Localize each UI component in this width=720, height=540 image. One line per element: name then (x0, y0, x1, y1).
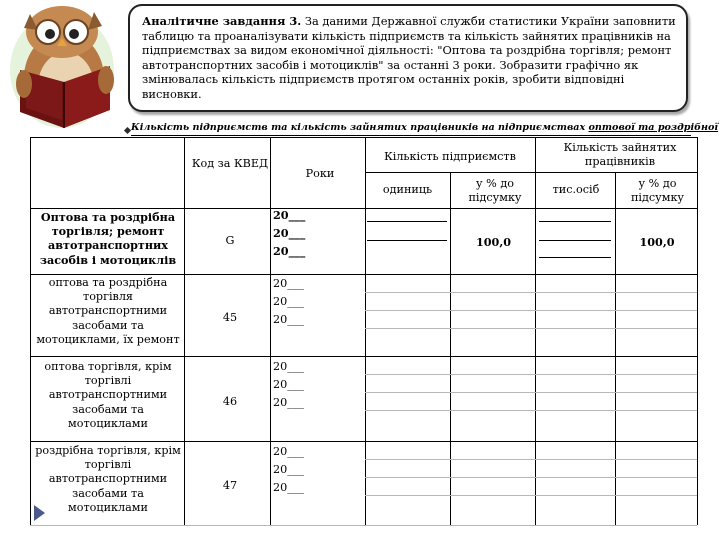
row-name-46: оптова торгівля, крім торгівлі автотранспортними засобами та мотоциклами (44, 360, 172, 430)
table-col-divider (615, 172, 616, 525)
caption-main: Кількість підприємств та кількість зайнятих працівників на підприємствах (131, 122, 586, 133)
pct-enterprises-G: 100,0 (475, 235, 512, 249)
row-name-47: роздрібна торгівля, крім торгівлі автотранспортними засобами та мотоциклами (35, 444, 181, 514)
table-subheader-line (365, 172, 535, 173)
cell-row-line (365, 459, 697, 460)
task-text: За даними Державної служби статистики України заповнити таблицю та проаналізувати кількість підприємств та кількість зайнятих працівників на підприємствах за видом економічної діяльності: "Оптова та роздрібна торгівля; ремонт автотранспортних засобів і мотоциклів" за останні 3 роки. Зобразити графічно як змінювалась кількість підприємств протягом останніх років, зробити відповідні висновки. (142, 14, 676, 101)
row-code-G: G (225, 234, 235, 247)
year-cell: 20___ (273, 378, 305, 391)
table-row-divider (30, 274, 697, 275)
header-pct-employees: у % до підсумку (630, 177, 685, 205)
table-border-top (30, 137, 697, 138)
caption-underline (131, 135, 691, 136)
cell-row-line (365, 310, 697, 311)
table-row-divider (30, 356, 697, 357)
cell-row-line (365, 392, 697, 393)
year-cell: 20___ (273, 360, 305, 373)
year-cell: 20___ (273, 313, 305, 326)
row-code-47: 47 (222, 479, 238, 492)
header-employees: Кількість зайнятих працівників (563, 141, 677, 169)
table-header-bottom (30, 208, 697, 209)
year-cell: 20___ (273, 226, 306, 240)
table-border-right (697, 137, 698, 525)
header-pct-enterprises: у % до підсумку (468, 177, 522, 205)
table-border-left (30, 137, 31, 525)
year-cell: 20___ (273, 396, 305, 409)
year-cell: 20___ (273, 244, 306, 258)
row-code-46: 46 (222, 395, 238, 408)
row-name-G: Оптова та роздрібна торгівля; ремонт автотранспортних засобів і мотоциклів (39, 210, 177, 267)
cell-row-line (365, 410, 697, 411)
table-col-divider (535, 137, 536, 525)
cell-row-line (365, 292, 697, 293)
pct-employees-G: 100,0 (639, 235, 675, 249)
cell-blank-line (539, 221, 611, 222)
header-units: одиниць (382, 183, 433, 196)
table-subheader-line (535, 172, 697, 173)
cell-blank-line (539, 240, 611, 241)
year-cell: 20___ (273, 295, 305, 308)
year-cell: 20___ (273, 208, 306, 222)
table-col-divider (184, 137, 185, 525)
year-cell: 20___ (273, 481, 305, 494)
task-description-box (128, 4, 688, 112)
owl-reading-book-illustration (2, 0, 120, 130)
header-thousand: тис.осіб (552, 183, 600, 196)
bullet-icon (124, 127, 131, 134)
caption-tail: оптової та роздрібної (588, 122, 719, 133)
cell-row-line (365, 477, 697, 478)
year-cell: 20___ (273, 277, 305, 290)
task-title: Аналітичне завдання 3. (142, 14, 302, 28)
year-cell: 20___ (273, 463, 305, 476)
table-border-bottom (30, 525, 697, 526)
row-code-45: 45 (222, 311, 238, 324)
cell-blank-line (367, 240, 447, 241)
cell-row-line (365, 328, 697, 329)
cell-blank-line (539, 257, 611, 258)
cell-row-line (365, 374, 697, 375)
cell-blank-line (367, 221, 447, 222)
header-kved: Код за КВЕД (191, 157, 269, 170)
header-years: Роки (305, 167, 335, 180)
table-col-divider (270, 137, 271, 525)
table-row-divider (30, 441, 697, 442)
header-enterprises: Кількість підприємств (384, 150, 516, 163)
row-name-45: оптова та роздрібна торгівля автотранспортними засобами та мотоциклами, їх ремонт (36, 276, 180, 346)
table-col-divider (450, 172, 451, 525)
year-cell: 20___ (273, 445, 305, 458)
next-slide-arrow-icon[interactable] (34, 505, 45, 521)
cell-row-line (365, 495, 697, 496)
